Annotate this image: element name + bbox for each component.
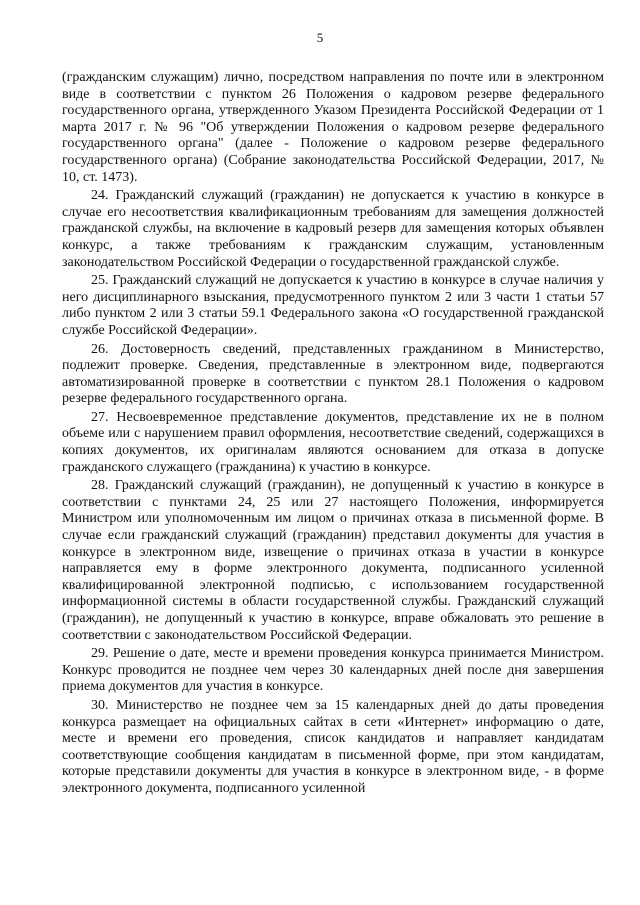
- paragraph-29: 29. Решение о дате, месте и времени проведения конкурса принимается Министром. Конкурс проводится не позднее чем через 30 календарных дней после дня завершения приема документов для участия в конкурсе.: [62, 646, 604, 695]
- paragraph-28: 28. Гражданский служащий (гражданин), не допущенный к участию в конкурсе в соответствии с пунктами 24, 25 или 27 настоящего Положения, информируется Министром или уполномоченным им лицом о причинах отказа в письменной форме. В случае если гражданский служащий (гражданин) представил документы для участия в конкурсе в электронном виде, извещение о причинах отказа в участии в конкурсе направляется ему в форме электронного документа, подписанного усиленной квалифицированной электронной подписью, с использованием государственной информационной системы в области государственной службы. Гражданский служащий (гражданин), не допущенный к участию в конкурсе, вправе обжаловать это решение в соответствии с законодательством Российской Федерации.: [62, 478, 604, 643]
- paragraph-24: 24. Гражданский служащий (гражданин) не допускается к участию в конкурсе в случае его несоответствия квалификационным требованиям для замещения должностей гражданской службы, на включение в кадровый резерв для замещения которых объявлен конкурс, а также требованиям к гражданским служащим, установленным законодательством Российской Федерации о государственной гражданской службе.: [62, 188, 604, 270]
- paragraph-continuation: (гражданским служащим) лично, посредством направления по почте или в электронном виде в соответствии с пунктом 26 Положения о кадровом резерве федерального государственного органа, утвержденного Указом Президента Российской Федерации от 1 марта 2017 г. № 96 "Об утверждении Положения о кадровом резерве федерального государственного органа" (далее - Положение о кадровом резерве федерального государственного органа) (Собрание законодательства Российской Федерации, 2017, № 10, ст. 1473).: [62, 70, 604, 185]
- paragraph-30: 30. Министерство не позднее чем за 15 календарных дней до даты проведения конкурса размещает на официальных сайтах в сети «Интернет» информацию о дате, месте и времени его проведения, список кандидатов и направляет кандидатам соответствующие сообщения кандидатам в письменной форме, при этом кандидатам, которые представили документы для участия в конкурсе в электронном виде, - в форме электронного документа, подписанного усиленной: [62, 697, 604, 796]
- paragraph-25: 25. Гражданский служащий не допускается к участию в конкурсе в случае наличия у него дисциплинарного взыскания, предусмотренного пунктом 2 или 3 части 1 статьи 57 либо пунктом 2 или 3 статьи 59.1 Федерального закона «О государственной гражданской службе Российской Федерации».: [62, 273, 604, 338]
- document-body: [62, 70, 604, 800]
- paragraph-26: 26. Достоверность сведений, представленных гражданином в Министерство, подлежит проверке. Сведения, представленные в электронном виде, подвергаются автоматизированной проверке в соответствии с пунктом 28.1 Положения о кадровом резерве федерального государственного органа.: [62, 341, 604, 407]
- paragraph-27: 27. Несвоевременное представление документов, представление их не в полном объеме или с нарушением правил оформления, несоответствие сведений, содержащихся в копиях документов, их оригиналам являются основанием для отказа в допуске гражданского служащего (гражданина) к участию в конкурсе.: [62, 409, 604, 475]
- page-number: 5: [316, 30, 324, 45]
